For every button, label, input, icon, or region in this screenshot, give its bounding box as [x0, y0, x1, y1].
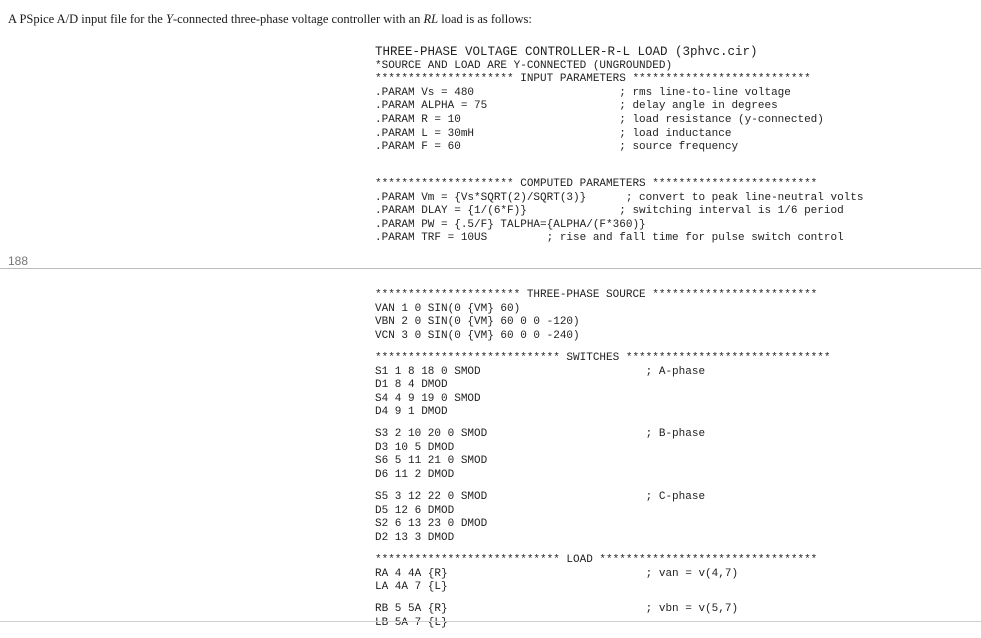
- code-line: **************************** LOAD *********************************: [375, 554, 818, 566]
- code-line: VAN 1 0 SIN(0 {VM} 60): [375, 302, 521, 315]
- code-line: LA 4A 7 {L}: [375, 581, 448, 594]
- code-line: .PARAM DLAY = {1/(6*F)} ; switching interval is 1/6 period: [375, 205, 844, 218]
- intro-paragraph: [8, 11, 532, 27]
- code-line: S3 2 10 20 0 SMOD ; B-phase: [375, 428, 706, 440]
- code-block: [375, 46, 824, 155]
- code-line: .PARAM Vs = 480 ; rms line-to-line voltage: [375, 86, 791, 99]
- code-line: S1 1 8 18 0 SMOD ; A-phase: [375, 365, 706, 378]
- code-block: [375, 491, 705, 545]
- code-block: [375, 352, 830, 420]
- code-line: D6 11 2 DMOD: [375, 468, 455, 481]
- code-line: THREE-PHASE VOLTAGE CONTROLLER-R-L LOAD (3phvc.cir): [375, 45, 758, 59]
- page-break-rule: [0, 268, 981, 269]
- intro-text-2: -connected three-phase voltage controller with an: [172, 12, 424, 26]
- code-line: D3 10 5 DMOD: [375, 441, 455, 454]
- code-line: S6 5 11 21 0 SMOD: [375, 455, 488, 468]
- code-line: ********************* INPUT PARAMETERS ***************************: [375, 73, 811, 86]
- code-line: ********************* COMPUTED PARAMETERS *************************: [375, 178, 818, 190]
- code-line: S5 3 12 22 0 SMOD ; C-phase: [375, 491, 706, 503]
- page-number: 188: [8, 254, 29, 268]
- code-line: .PARAM L = 30mH ; load inductance: [375, 127, 732, 140]
- code-block: [375, 603, 738, 630]
- intro-rl: RL: [423, 12, 439, 26]
- code-line: S2 6 13 23 0 DMOD: [375, 518, 488, 531]
- viewport-bottom-rule: [0, 621, 981, 622]
- code-line: .PARAM ALPHA = 75 ; delay angle in degrees: [375, 100, 778, 113]
- code-line: D5 12 6 DMOD: [375, 504, 455, 517]
- code-line: .PARAM R = 10 ; load resistance (y-connected): [375, 113, 824, 126]
- code-line: VBN 2 0 SIN(0 {VM} 60 0 0 -120): [375, 316, 580, 329]
- intro-text-3: load is as follows:: [438, 12, 532, 26]
- code-line: .PARAM TRF = 10US ; rise and fall time for pulse switch control: [375, 232, 844, 245]
- code-line: D1 8 4 DMOD: [375, 379, 448, 392]
- code-line: RB 5 5A {R} ; vbn = v(5,7): [375, 603, 739, 615]
- code-line: LB 5A 7 {L}: [375, 616, 448, 629]
- intro-y-letter: Y: [165, 12, 173, 26]
- code-line: **************************** SWITCHES *******************************: [375, 352, 831, 364]
- code-line: *SOURCE AND LOAD ARE Y-CONNECTED (UNGROUNDED): [375, 59, 673, 72]
- code-line: D2 13 3 DMOD: [375, 531, 455, 544]
- code-line: .PARAM Vm = {Vs*SQRT(2)/SQRT(3)} ; convert to peak line-neutral volts: [375, 191, 864, 204]
- code-line: ********************** THREE-PHASE SOURCE *************************: [375, 289, 818, 301]
- intro-text-1: A PSpice A/D input file for the: [8, 12, 166, 26]
- code-line: .PARAM PW = {.5/F} TALPHA={ALPHA/(F*360)}: [375, 218, 646, 231]
- code-line: VCN 3 0 SIN(0 {VM} 60 0 0 -240): [375, 329, 580, 342]
- code-line: S4 4 9 19 0 SMOD: [375, 392, 481, 405]
- code-line: RA 4 4A {R} ; van = v(4,7): [375, 567, 739, 580]
- code-block: [375, 428, 705, 482]
- code-block: [375, 554, 817, 595]
- code-line: .PARAM F = 60 ; source frequency: [375, 141, 739, 154]
- code-block: [375, 178, 863, 246]
- code-block: [375, 289, 817, 343]
- code-line: D4 9 1 DMOD: [375, 406, 448, 419]
